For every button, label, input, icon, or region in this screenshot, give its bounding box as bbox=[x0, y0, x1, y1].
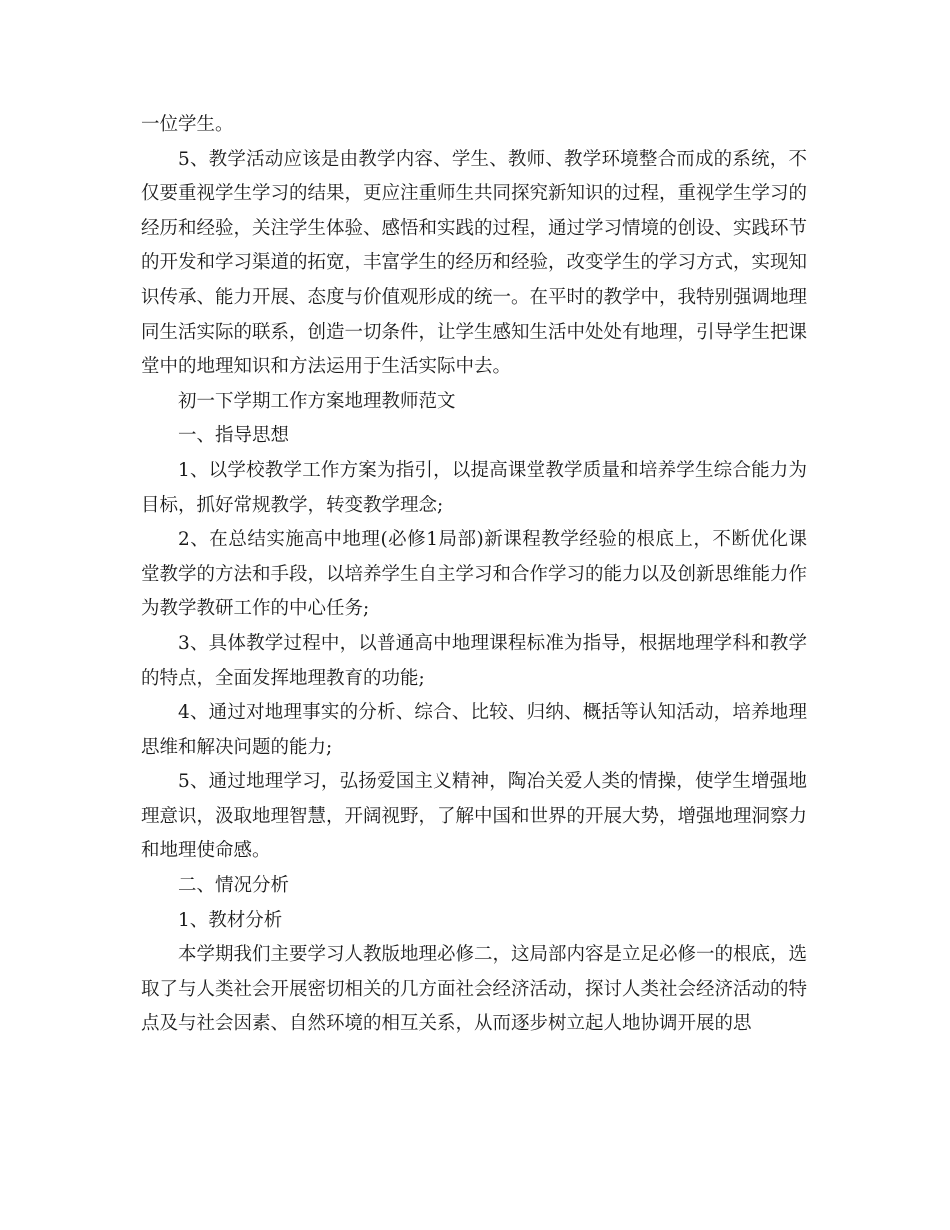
paragraph-guideline-4: 4、通过对地理事实的分析、综合、比较、归纳、概括等认知活动，培养地理思维和解决问题的能力; bbox=[141, 702, 807, 758]
heading-situation-analysis: 二、情况分析 bbox=[178, 875, 290, 897]
document-body bbox=[141, 108, 807, 1042]
paragraph-point-5-teaching-activity: 5、教学活动应该是由教学内容、学生、教师、教学环境整合而成的系统，不仅要重视学生学习的结果，更应注重师生共同探究新知识的过程，重视学生学习的经历和经验，关注学生体验、感悟和实践的过程，通过学习情境的创设、实践环节的开发和学习渠道的拓宽，丰富学生的经历和经验，改变学生的学习方式，实现知识传承、能力开展、态度与价值观形成的统一。在平时的教学中，我特别强调地理同生活实际的联系，创造一切条件，让学生感知生活中处处有地理，引导学生把课堂中的地理知识和方法运用于生活实际中去。 bbox=[141, 148, 808, 378]
paragraph-textbook-analysis: 本学期我们主要学习人教版地理必修二，这局部内容是立足必修一的根底，选取了与人类社会开展密切相关的几方面社会经济活动，探讨人类社会经济活动的特点及与社会因素、自然环境的相互关系，从而逐步树立起人地协调开展的思 bbox=[141, 944, 808, 1035]
paragraph-continuation: 一位学生。 bbox=[141, 114, 234, 135]
paragraph-guideline-3: 3、具体教学过程中，以普通高中地理课程标准为指导，根据地理学科和教学的特点，全面发挥地理教育的功能; bbox=[141, 632, 807, 689]
paragraph-guideline-2: 2、在总结实施高中地理(必修1局部)新课程教学经验的根底上，不断优化课堂教学的方法和手段，以培养学生自主学习和合作学习的能力以及创新思维能力作为教学教研工作的中心任务; bbox=[141, 529, 808, 620]
heading-guiding-ideology: 一、指导思想 bbox=[178, 425, 290, 447]
paragraph-guideline-1: 1、以学校教学工作方案为指引，以提高课堂教学质量和培养学生综合能力为目标，抓好常规教学，转变教学理念; bbox=[141, 459, 807, 516]
section-title: 初一下学期工作方案地理教师范文 bbox=[178, 390, 456, 412]
paragraph-guideline-5: 5、通过地理学习，弘扬爱国主义精神，陶冶关爱人类的情操，使学生增强地理意识，汲取地理智慧，开阔视野，了解中国和世界的开展大势，增强地理洞察力和地理使命感。 bbox=[141, 771, 808, 862]
subheading-textbook-analysis: 1、教材分析 bbox=[178, 909, 283, 931]
